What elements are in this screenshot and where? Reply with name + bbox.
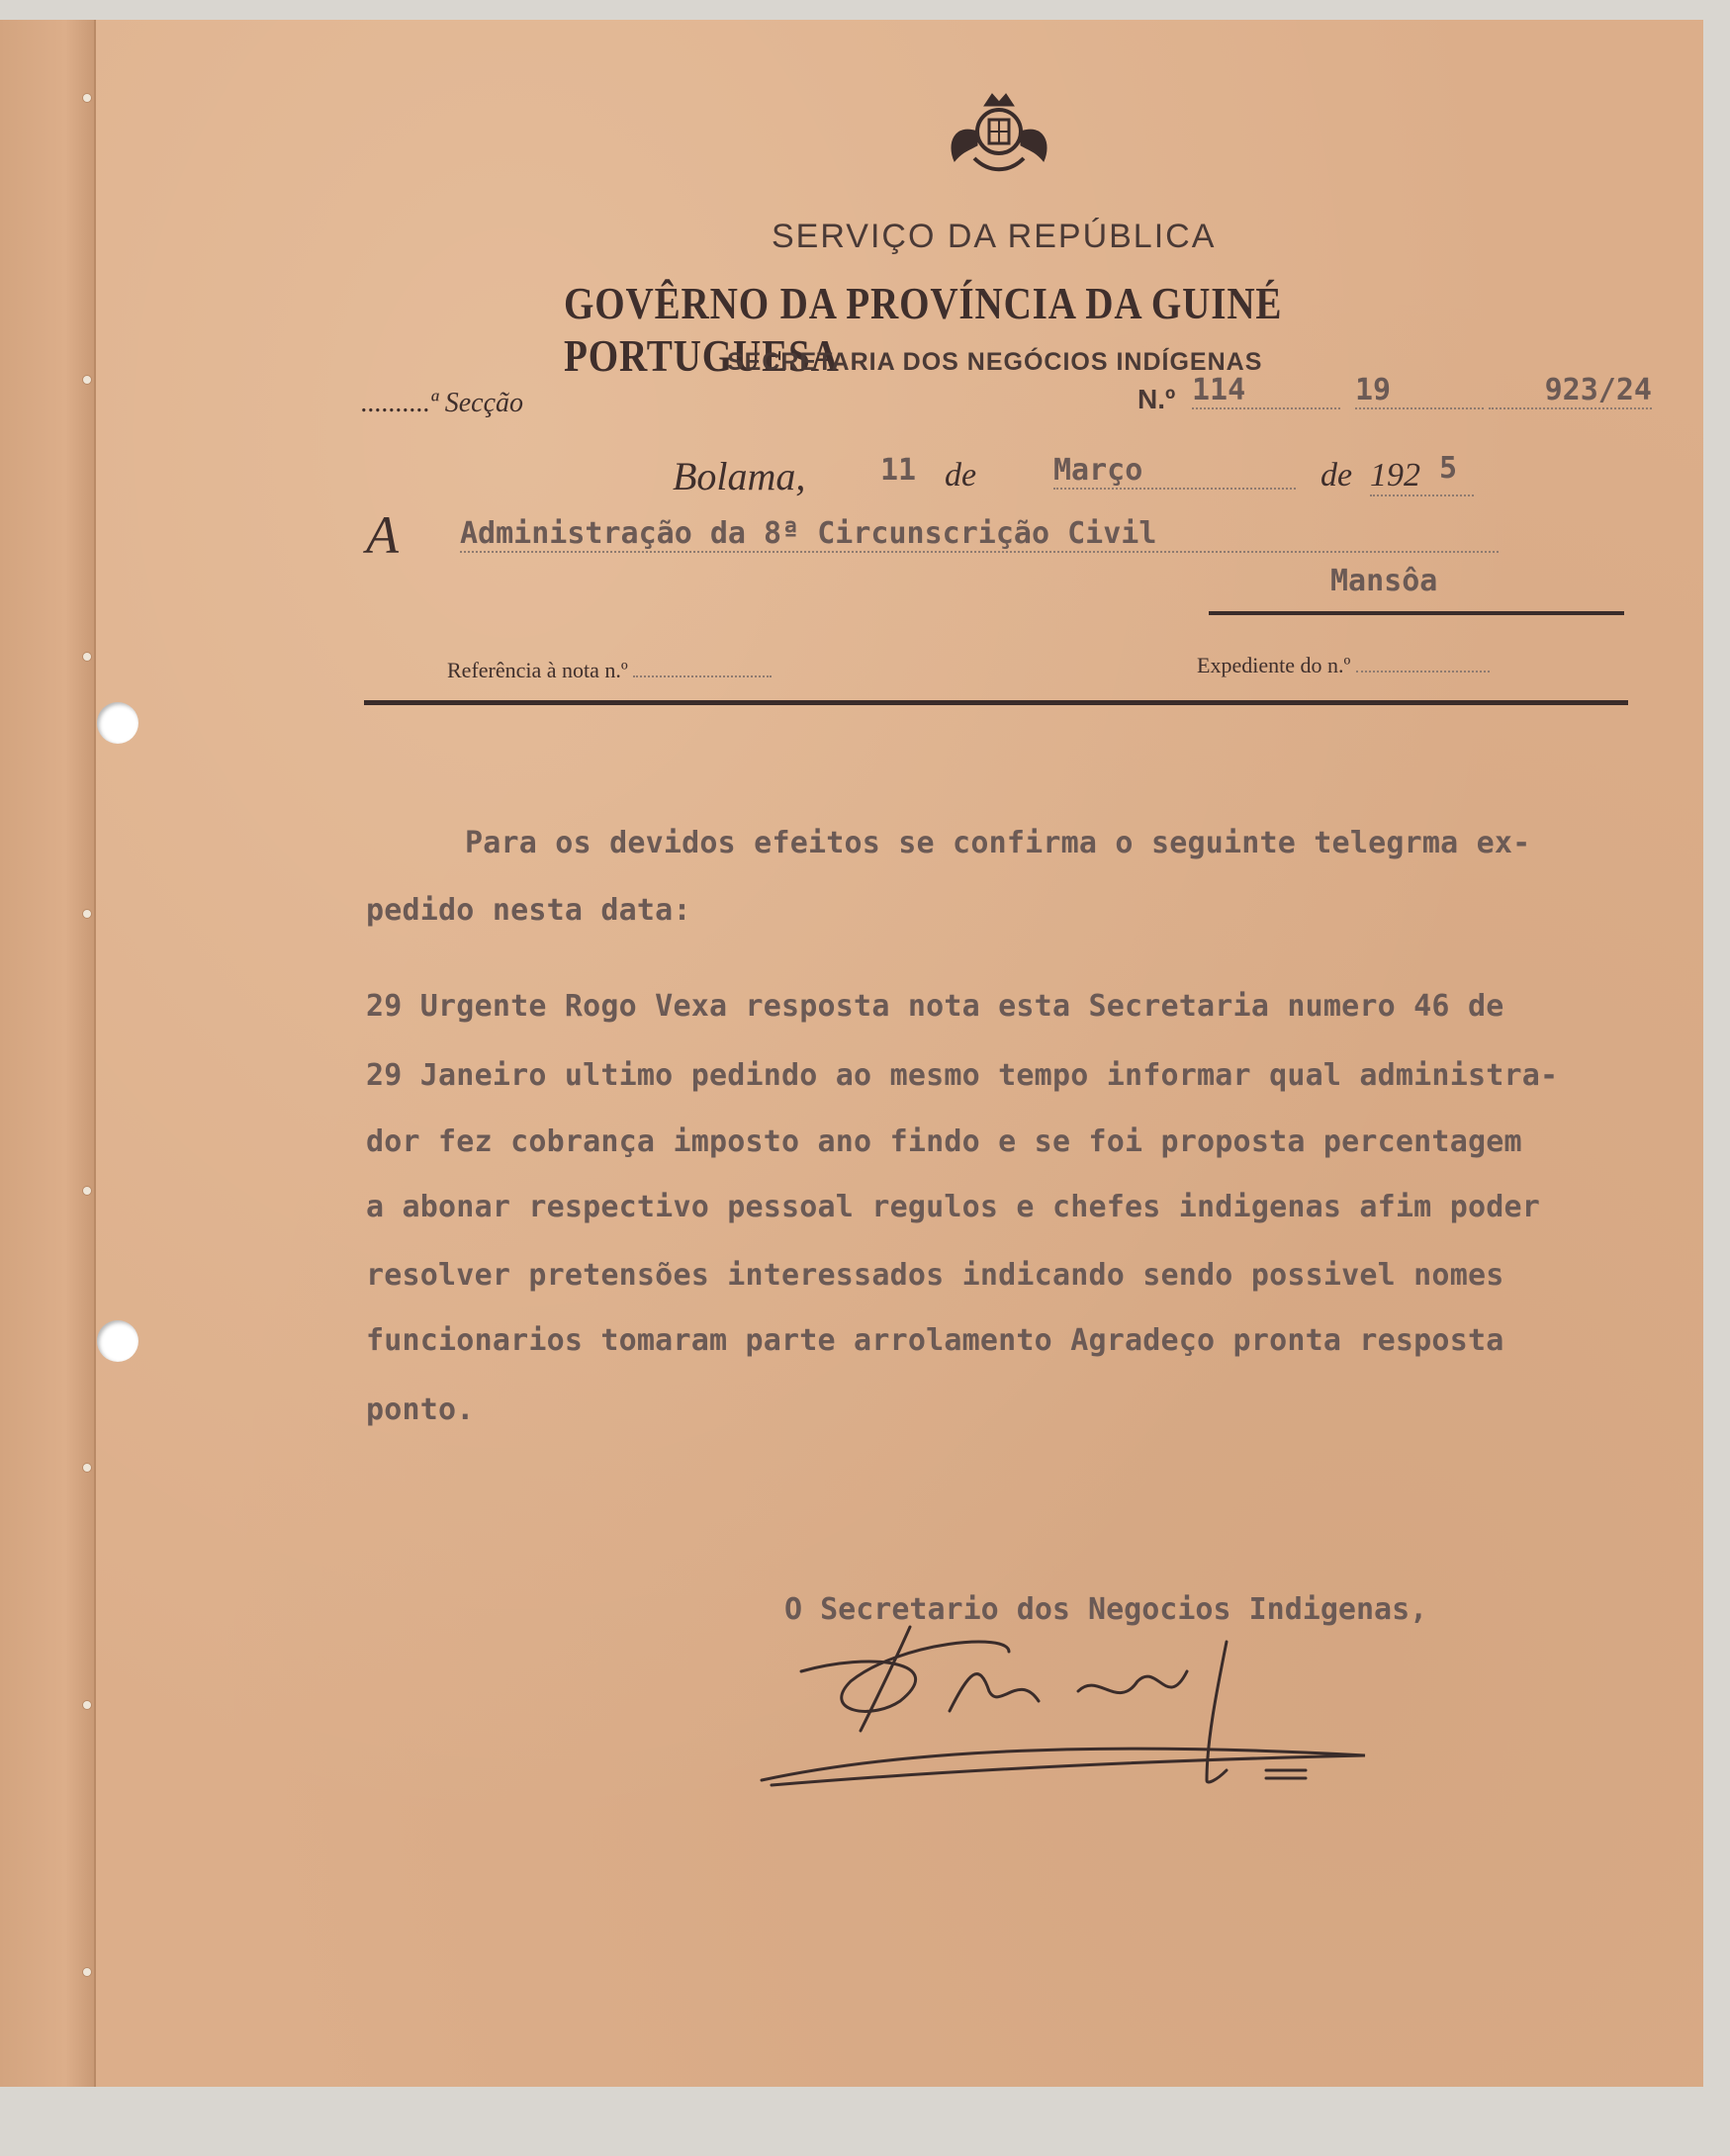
number-value-3: 923/24 — [1489, 373, 1652, 409]
body-line: ponto. — [366, 1392, 475, 1427]
closing-signoff: O Secretario dos Negocios Indigenas, — [784, 1592, 1428, 1627]
binding-spine — [0, 20, 96, 2087]
date-de-1: de — [945, 457, 977, 494]
stitch-hole — [83, 94, 91, 102]
addressee-line-2: Mansôa — [1330, 564, 1438, 598]
section-field — [361, 388, 523, 419]
stitch-hole — [83, 376, 91, 384]
body-line: pedido nesta data: — [366, 893, 691, 928]
signature-icon — [752, 1612, 1385, 1810]
letterhead-service: SERVIÇO DA REPÚBLICA — [772, 218, 1217, 255]
stitch-hole — [83, 1187, 91, 1195]
date-day: 11 — [880, 453, 917, 488]
stitch-hole — [83, 910, 91, 918]
body-line: 29 Urgente Rogo Vexa resposta nota esta Secretaria numero 46 de — [366, 989, 1504, 1024]
body-line: a abonar respectivo pessoal regulos e chefes indigenas afim poder — [366, 1190, 1540, 1224]
addressee-prefix: A — [366, 505, 399, 565]
reference-label: Referência à nota n.º — [447, 658, 628, 682]
addressee-underline — [1209, 611, 1624, 615]
stitch-hole — [83, 1701, 91, 1709]
expediente-label: Expediente do n.º — [1197, 653, 1351, 677]
date-de-2: de — [1320, 457, 1353, 494]
stitch-hole — [83, 653, 91, 661]
coat-of-arms-icon — [935, 84, 1063, 178]
addressee-line-1: Administração da 8ª Circunscrição Civil — [460, 516, 1499, 553]
body-line: funcionarios tomaram parte arrolamento Agradeço pronta resposta — [366, 1323, 1504, 1358]
date-year-suffix: 5 — [1439, 451, 1458, 486]
date-place: Bolama, — [673, 454, 806, 498]
section-label: Secção — [444, 388, 524, 418]
expediente-field — [1197, 653, 1490, 678]
header-divider — [364, 700, 1628, 705]
letterhead-secretariat: SECRETARIA DOS NEGÓCIOS INDÍGENAS — [727, 348, 1263, 376]
number-value-2: 19 — [1355, 373, 1484, 409]
number-label: N.º — [1138, 384, 1176, 414]
body-line: Para os devidos efeitos se confirma o seguinte telegrma ex- — [465, 826, 1531, 860]
punch-hole-top — [97, 702, 138, 744]
document-page — [0, 20, 1703, 2087]
date-year-prefix: 192 — [1370, 457, 1474, 496]
section-prefix: ..........ª — [361, 388, 438, 418]
number-value-1: 114 — [1192, 373, 1340, 409]
punch-hole-bottom — [97, 1320, 138, 1362]
stitch-hole — [83, 1968, 91, 1976]
stitch-hole — [83, 1464, 91, 1472]
body-line: 29 Janeiro ultimo pedindo ao mesmo tempo informar qual administra- — [366, 1058, 1559, 1093]
body-line: resolver pretensões interessados indicando sendo possivel nomes — [366, 1258, 1504, 1293]
body-line: dor fez cobrança imposto ano findo e se foi proposta percentagem — [366, 1124, 1522, 1159]
letterhead-government: GOVÊRNO DA PROVÍNCIA DA GUINÉ PORTUGUESA — [564, 278, 1283, 381]
date-month: Março — [1053, 453, 1296, 490]
reference-field — [447, 658, 772, 683]
